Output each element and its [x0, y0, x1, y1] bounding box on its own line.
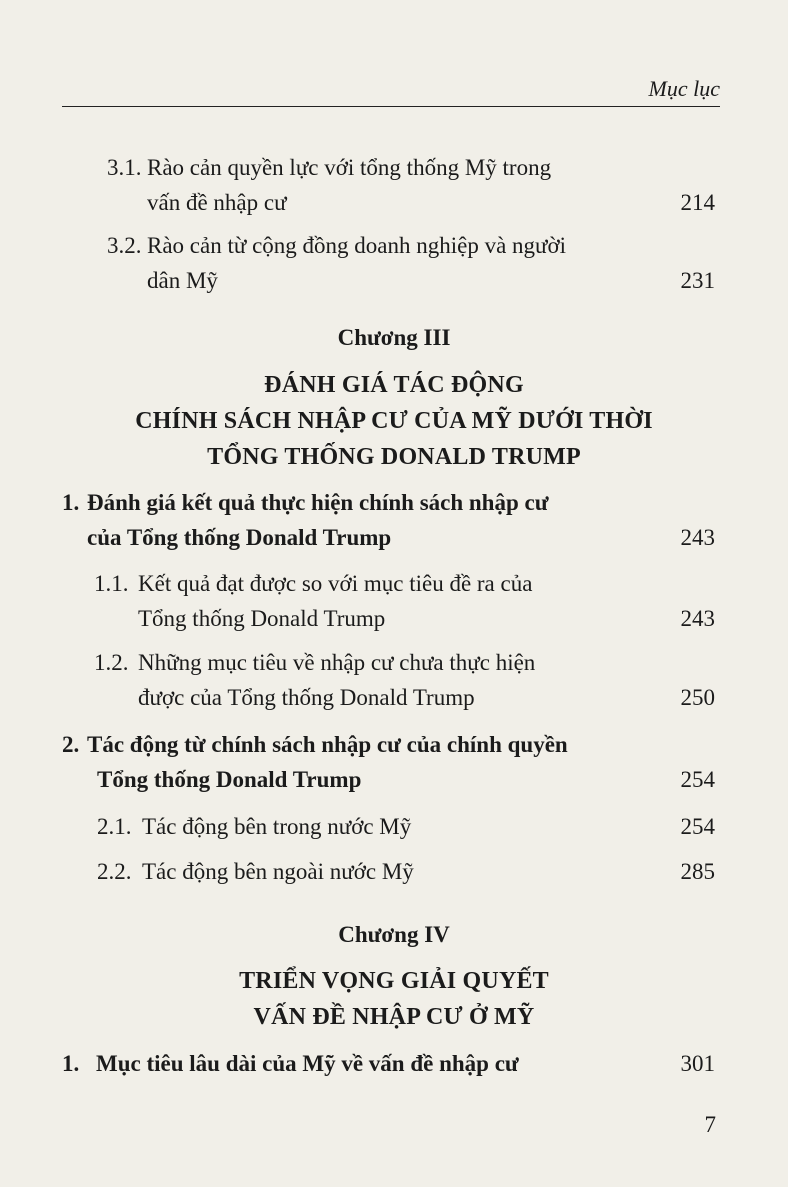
chapter-3-label: Chương III: [337, 325, 451, 350]
entry-number: 1.2.: [94, 650, 129, 675]
section-number: 1.: [62, 1051, 80, 1076]
entry-page-number: 250: [680, 685, 715, 710]
entry-text-line1: Rào cản quyền lực với tổng thống Mỹ trong: [147, 155, 552, 180]
section-text-line2: của Tổng thống Donald Trump: [87, 525, 392, 550]
page-number: 7: [704, 1112, 716, 1137]
entry-text-line1: Những mục tiêu về nhập cư chưa thực hiện: [138, 650, 536, 675]
entry-text-line2: vấn đề nhập cư: [147, 190, 287, 215]
chapter-3-title-line1: ĐÁNH GIÁ TÁC ĐỘNG: [264, 372, 524, 398]
chapter-4-title-line1: TRIỂN VỌNG GIẢI QUYẾT: [239, 968, 549, 994]
section-text-line1: Đánh giá kết quả thực hiện chính sách nhập cư: [87, 490, 549, 515]
chapter-3-title-line2: CHÍNH SÁCH NHẬP CƯ CỦA MỸ DƯỚI THỜI: [135, 408, 653, 434]
entry-text-line2: dân Mỹ: [147, 268, 218, 293]
running-header-title: Mục lục: [648, 76, 720, 101]
entry-page-number: 254: [680, 814, 715, 839]
entry-number: 2.2.: [97, 859, 132, 884]
section-number: 1.: [62, 490, 80, 515]
entry-number: 3.2.: [107, 233, 142, 258]
entry-text: Tác động bên trong nước Mỹ: [142, 814, 412, 839]
entry-number: 1.1.: [94, 571, 129, 596]
section-page-number: 301: [680, 1051, 715, 1076]
section-number: 2.: [62, 732, 80, 757]
entry-text-line2: được của Tổng thống Donald Trump: [138, 685, 475, 710]
chapter-4-label: Chương IV: [338, 922, 450, 947]
section-text: Mục tiêu lâu dài của Mỹ về vấn đề nhập cư: [96, 1051, 519, 1076]
section-text-line2: Tổng thống Donald Trump: [97, 767, 362, 792]
section-text-line1: Tác động từ chính sách nhập cư của chính quyền: [87, 732, 568, 757]
header-rule: [62, 106, 720, 107]
entry-page-number: 231: [680, 268, 715, 293]
entry-text-line1: Rào cản từ cộng đồng doanh nghiệp và người: [147, 233, 567, 258]
entry-page-number: 214: [680, 190, 715, 215]
entry-number: 3.1.: [107, 155, 142, 180]
chapter-3-title-line3: TỔNG THỐNG DONALD TRUMP: [207, 444, 581, 470]
section-page-number: 243: [680, 525, 715, 550]
entry-text: Tác động bên ngoài nước Mỹ: [142, 859, 414, 884]
entry-number: 2.1.: [97, 814, 132, 839]
chapter-4-title-line2: VẤN ĐỀ NHẬP CƯ Ở MỸ: [253, 1004, 535, 1030]
section-page-number: 254: [680, 767, 715, 792]
entry-text-line1: Kết quả đạt được so với mục tiêu đề ra của: [138, 571, 533, 596]
entry-page-number: 285: [680, 859, 715, 884]
entry-text-line2: Tổng thống Donald Trump: [138, 606, 386, 631]
entry-page-number: 243: [680, 606, 715, 631]
